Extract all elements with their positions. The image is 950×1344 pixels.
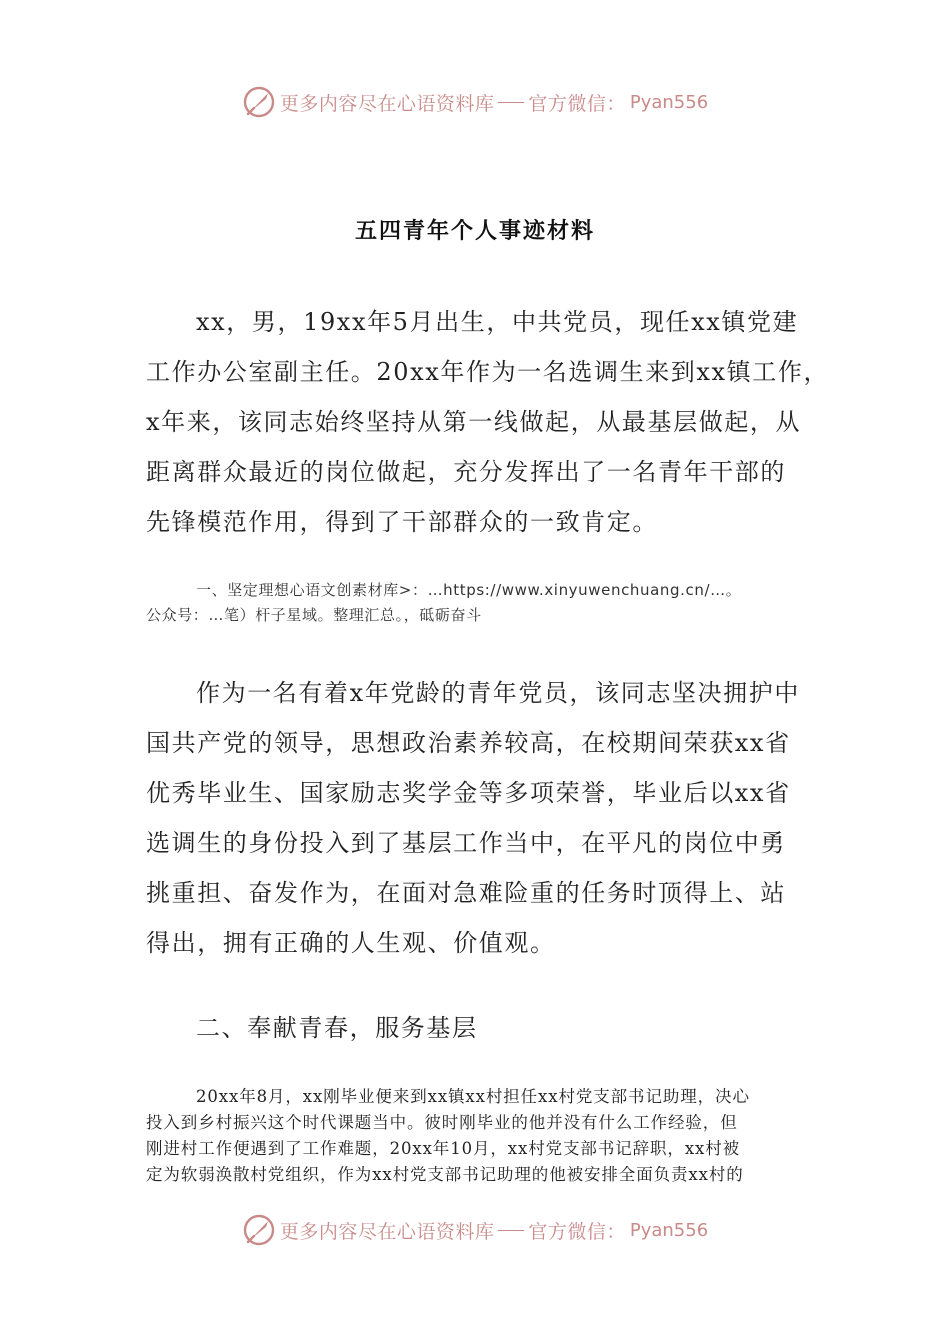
note-line: 一、坚定理想心语文创素材库>：…https://www.xinyuwenchuang.cn/…。 <box>196 581 742 599</box>
section1-line: 作为一名有着x年党龄的青年党员，该同志坚决拥护中 <box>196 679 800 707</box>
quill-logo-icon <box>242 1213 276 1247</box>
section1-line: 优秀毕业生、国家励志奖学金等多项荣誉，毕业后以xx省 <box>146 779 791 807</box>
banner-separator <box>498 1230 524 1231</box>
section2-line: 投入到乡村振兴这个时代课题当中。彼时刚毕业的他并没有什么工作经验，但 <box>146 1113 738 1132</box>
section1-line: 国共产党的领导，思想政治素养较高，在校期间荣获xx省 <box>146 729 791 757</box>
banner-text: 更多内容尽在心语资料库 <box>279 1220 495 1243</box>
document-title: 五四青年个人事迹材料 <box>354 219 595 244</box>
intro-line: 先锋模范作用，得到了干部群众的一致肯定。 <box>146 508 658 536</box>
intro-line: 距离群众最近的岗位做起，充分发挥出了一名青年干部的 <box>146 458 786 486</box>
footer-banner <box>0 1208 950 1252</box>
section2-line: 20xx年8月，xx刚毕业便来到xx镇xx村担任xx村党支部书记助理，决心 <box>196 1087 750 1106</box>
section2-heading: 二、奉献青春，服务基层 <box>196 1014 478 1042</box>
quill-logo-icon <box>242 85 276 119</box>
note-line: 公众号：…笔）杆子星域。整理汇总。，砥砺奋斗 <box>146 606 482 624</box>
banner-text: 更多内容尽在心语资料库 <box>279 92 495 115</box>
banner-label: 官方微信： <box>528 92 626 115</box>
header-banner <box>0 80 950 124</box>
section1-line: 挑重担、奋发作为，在面对急难险重的任务时顶得上、站 <box>146 879 786 907</box>
intro-line: xx，男，19xx年5月出生，中共党员，现任xx镇党建 <box>196 308 799 336</box>
banner-wechat-id: Pyan556 <box>629 91 709 113</box>
banner-label: 官方微信： <box>528 1220 626 1243</box>
section2-line: 定为软弱涣散村党组织，作为xx村党支部书记助理的他被安排全面负责xx村的 <box>146 1165 744 1184</box>
section1-line: 选调生的身份投入到了基层工作当中，在平凡的岗位中勇 <box>146 829 786 857</box>
section1-line: 得出，拥有正确的人生观、价值观。 <box>146 929 556 957</box>
banner-wechat-id: Pyan556 <box>629 1219 709 1241</box>
intro-line: 工作办公室副主任。20xx年作为一名选调生来到xx镇工作， <box>146 358 830 386</box>
intro-line: x年来，该同志始终坚持从第一线做起，从最基层做起，从 <box>146 408 802 436</box>
banner-separator <box>498 102 524 103</box>
section2-line: 刚进村工作便遇到了工作难题，20xx年10月，xx村党支部书记辞职，xx村被 <box>146 1139 741 1158</box>
